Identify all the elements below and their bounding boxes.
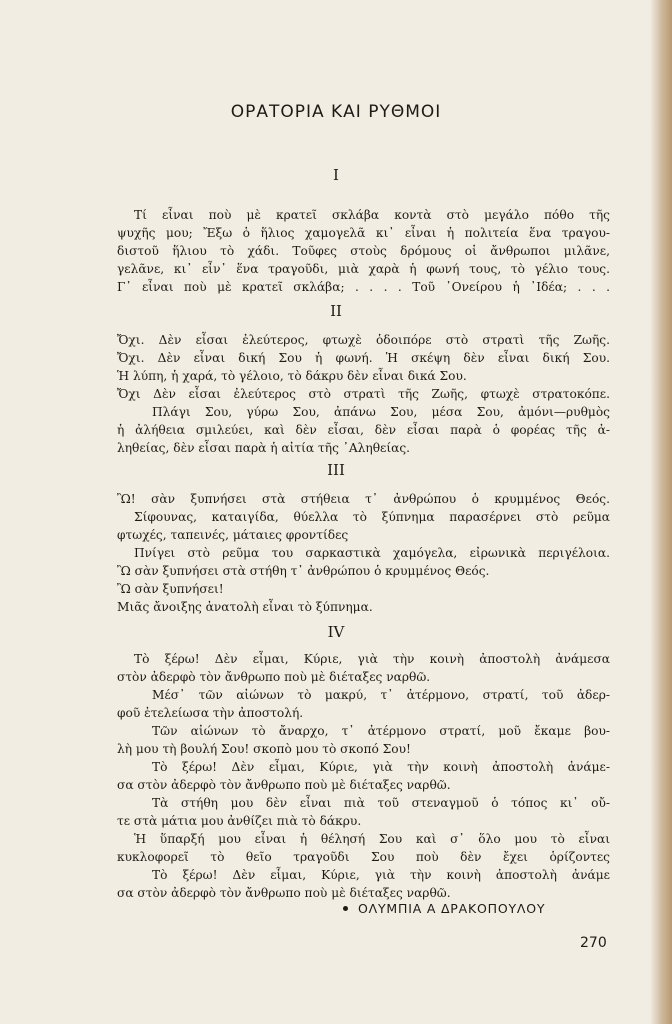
page-number: 270 (580, 935, 607, 951)
section-number: III (327, 461, 345, 479)
poem-line: Τί εἶναι ποὺ μὲ κρατεῖ σκλάβα κοντὰ στὸ μεγάλο πόθο τῆς (134, 208, 610, 222)
poem-line: Πνίγει στὸ ρεῦμα του σαρκαστικὰ χαμόγελα, εἰρωνικὰ περιγέλοια. (134, 546, 610, 560)
section-number: IV (327, 623, 345, 641)
poem-line: Ὢ σὰν ξυπνήσει! (117, 582, 224, 596)
section-number: II (330, 302, 342, 320)
author-signature: ΟΛΥΜΠΙΑ Α ΔΡΑΚΟΠΟΥΛΟΥ (358, 901, 546, 916)
poem-line: Τῶν αἰώνων τὸ ἄναρχο, τ᾿ ἀτέρμονο στρατί, μοῦ ἔκαμε βου- (152, 724, 610, 738)
poem-line: ἡ ἀλήθεια σμιλεύει, καὶ δὲν εἶσαι, δὲν εἶσαι παρὰ ὁ φορέας τῆς ἀ- (117, 423, 610, 437)
poem-line: Τὰ στήθη μου δὲν εἶναι πιὰ τοῦ στεναγμοῦ ὁ τόπος κι᾿ οὔ- (152, 796, 610, 810)
page-edge-shadow (650, 0, 672, 1024)
poem-line: Μιᾶς ἄνοιξης ἀνατολὴ εἶναι τὸ ξύπνημα. (117, 600, 373, 614)
poem-line: Σίφουνας, καταιγίδα, θύελλα τὸ ξύπνημα παρασέρνει στὸ ρεῦμα (134, 510, 610, 524)
poem-line: Ὢ! σὰν ξυπνήσει στὰ στήθεια τ᾿ ἀνθρώπου ὁ κρυμμένος Θεός. (117, 492, 610, 506)
poem-line: Πλάγι Σου, γύρω Σου, ἀπάνω Σου, μέσα Σου, ἀμόνι—ρυθμὸς (152, 405, 610, 419)
poem-line: Ὢ σὰν ξυπνήσει στὰ στήθη τ᾿ ἀνθρώπου ὁ κρυμμένος Θεός. (117, 564, 490, 578)
poem-line: τε στὰ μάτια μου ἀνθίζει πιὰ τὸ δάκρυ. (117, 814, 362, 828)
poem-line: Τὸ ξέρω! Δὲν εἶμαι, Κύριε, γιὰ τὴν κοινὴ ἀποστολὴ ἀνάμε- (152, 760, 610, 774)
poem-line: κυκλοφορεῖ τὸ θεῖο τραγοῦδι Σου ποὺ δὲν ἔχει ὁρίζοντες (117, 850, 610, 864)
poem-line: Μέσ᾿ τῶν αἰώνων τὸ μακρύ, τ᾿ ἀτέρμονο, στρατί, τοῦ ἀδερ- (152, 688, 610, 702)
poem-line: σα στὸν ἀδερφὸ τὸν ἄνθρωπο ποὺ μὲ διέταξες ναρθῶ. (117, 886, 451, 900)
poem-line: Τὸ ξέρω! Δὲν εἶμαι, Κύριε, γιὰ τὴν κοινὴ ἀποστολὴ ἀνάμεσα (134, 652, 610, 666)
poem-line: λὴ μου τὴ βουλή Σου! σκοπὸ μου τὸ σκοπό Σου! (117, 742, 411, 756)
poem-title: ΟΡΑΤΟΡΙΑ ΚΑΙ ΡΥΘΜΟΙ (230, 102, 442, 122)
section-number: I (333, 166, 339, 184)
signature-bullet (343, 906, 348, 911)
poem-line: φτωχές, ταπεινές, μάταιες φροντίδες (117, 528, 349, 542)
poem-line: σα στὸν ἀδερφὸ τὸν ἄνθρωπο ποὺ μὲ διέταξες ναρθῶ. (117, 778, 451, 792)
poem-line: Γ᾿ εἶναι ποὺ μὲ κρατεῖ σκλάβα; . . . . Τοῦ ᾿Ονείρου ἡ ᾿Ιδέα; . . . (117, 280, 610, 294)
poem-line: Ἡ ὕπαρξή μου εἶναι ἡ θέλησή Σου καὶ σ᾿ ὅλο μου τὸ εἶναι (134, 832, 610, 846)
poem-line: Ὄχι. Δὲν εἶναι δική Σου ἡ φωνή. Ἡ σκέψη δὲν εἶναι δική Σου. (117, 351, 610, 365)
poem-line: Τὸ ξέρω! Δὲν εἶμαι, Κύριε, γιὰ τὴν κοινὴ ἀποστολὴ ἀνάμε (152, 868, 610, 882)
poem-line: Ἡ λύπη, ἡ χαρά, τὸ γέλοιο, τὸ δάκρυ δὲν εἶναι δικά Σου. (117, 369, 467, 383)
poem-line: στὸν ἀδερφὸ τὸν ἄνθρωπο ποὺ μὲ διέταξες ναρθῶ. (117, 670, 431, 684)
poem-line: φοῦ ἐτελείωσα τὴν ἀποστολή. (117, 706, 304, 720)
poem-line: διστοῦ ἥλιου τὸ χάδι. Τοῦφες στοὺς δρόμους οἱ ἄνθρωποι μιλᾶνε, (117, 244, 610, 258)
poem-line: ληθείας, δὲν εἶσαι παρὰ ἡ αἰτία τῆς ᾿Αληθείας. (117, 441, 411, 455)
poem-line: Ὄχι Δὲν εἶσαι ἐλεύτερος στὸ στρατὶ τῆς Ζωῆς, φτωχὲ στρατοκόπε. (117, 387, 610, 401)
poem-line: ψυχῆς μου; Ἔξω ὁ ἥλιος χαμογελᾶ κι᾿ εἶναι ἡ πολιτεία ἕνα τραγου- (117, 226, 610, 240)
poem-line: Ὄχι. Δὲν εἶσαι ἐλεύτερος, φτωχὲ ὁδοιπόρε στὸ στρατὶ τῆς Ζωῆς. (117, 333, 610, 347)
poem-line: γελᾶνε, κι᾿ εἶν᾿ ἕνα τραγοῦδι, μιὰ χαρὰ ἡ φωνή τους, τὸ γέλιο τους. (117, 262, 610, 276)
